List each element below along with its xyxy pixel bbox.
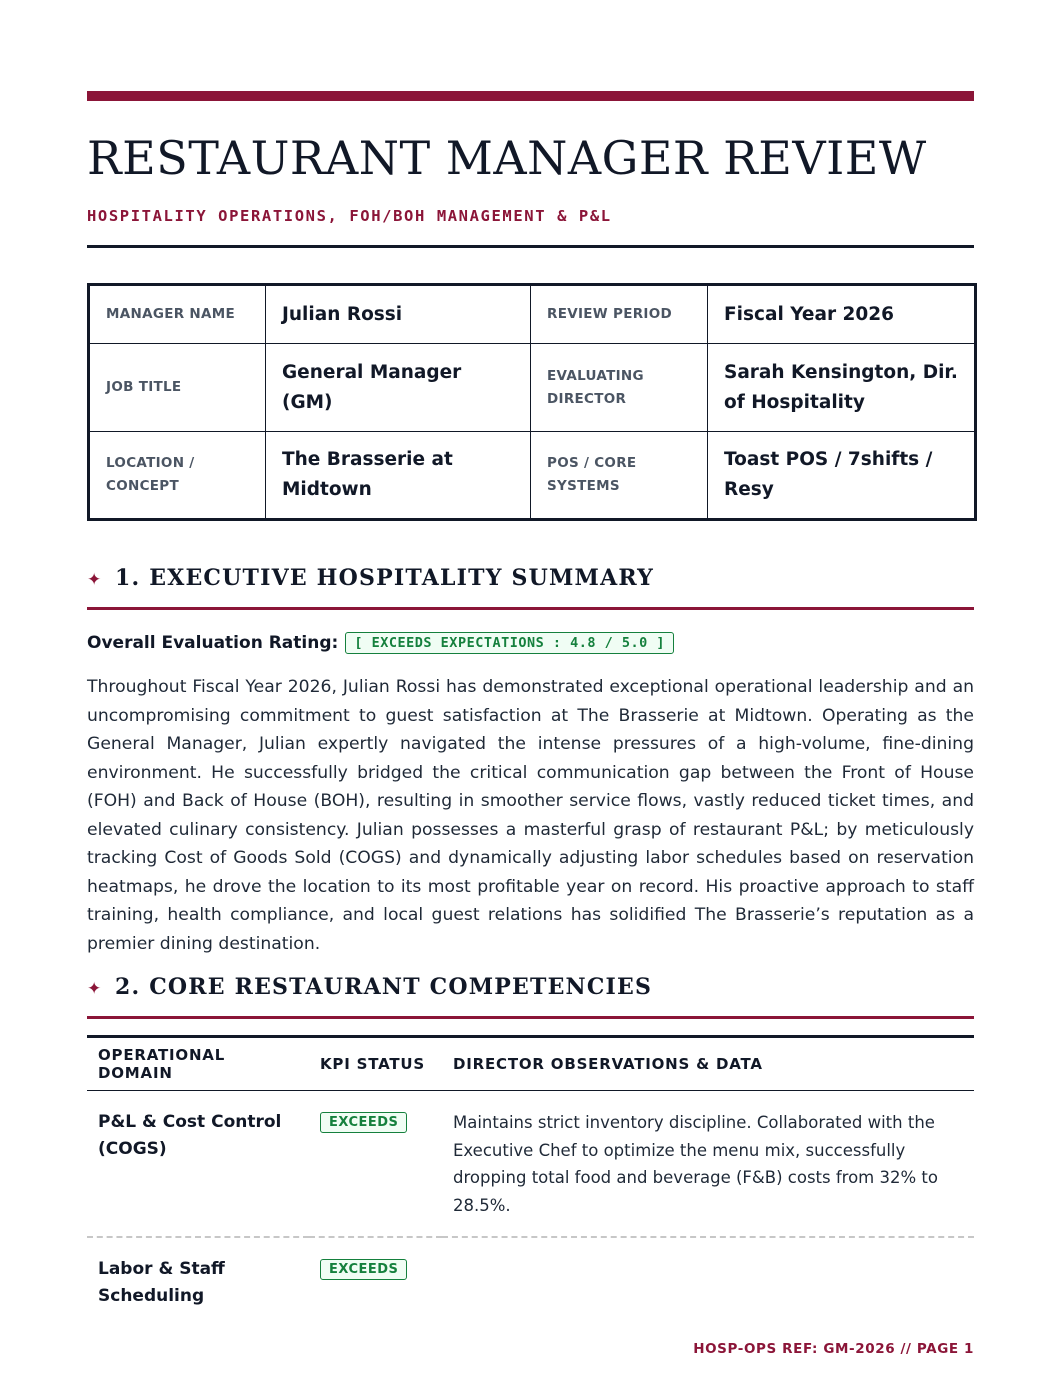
overall-rating <box>87 630 674 656</box>
section-heading-competencies <box>87 972 974 1019</box>
kpi-status-cell <box>309 1091 442 1238</box>
column-header: OPERATIONAL DOMAIN <box>87 1037 309 1091</box>
manager-info-table <box>87 283 977 521</box>
column-header: DIRECTOR OBSERVATIONS & DATA <box>442 1037 974 1091</box>
evaluating-director-label: EVALUATING DIRECTOR <box>531 344 708 432</box>
observation-cell <box>442 1237 974 1327</box>
info-row <box>89 432 976 520</box>
table-row <box>87 1237 974 1327</box>
review-page <box>87 0 974 1392</box>
executive-summary-text: Throughout Fiscal Year 2026, Julian Rossi has demonstrated exceptional operational leadership and an uncompromising commitment to guest satisfaction at The Brasserie at Midtown. Operating as the General Manager, Julian expertly navigated the intense pressures of a high-volume, fine-dining environment. He successfully bridged the critical communication gap between the Front of House (FOH) and Back of House (BOH), resulting in smoother service flows, vastly reduced ticket times, and elevated culinary consistency. Julian possesses a masterful grasp of restaurant P&L; by meticulously tracking Cost of Goods Sold (COGS) and dynamically adjusting labor schedules based on reservation heatmaps, he drove the location to its most profitable year on record. His proactive approach to staff training, health compliance, and local guest relations has solidified The Brasserie’s reputation as a premier dining destination. <box>87 677 974 954</box>
rating-label: Overall Evaluation Rating: <box>87 633 339 653</box>
section-heading-text: 2. CORE RESTAURANT COMPETENCIES <box>115 974 653 1000</box>
info-row <box>89 285 976 344</box>
location-value: The Brasserie at Midtown <box>266 432 531 520</box>
section-heading-text: 1. EXECUTIVE HOSPITALITY SUMMARY <box>115 565 655 591</box>
manager-name-label: MANAGER NAME <box>89 285 266 344</box>
review-period-label: REVIEW PERIOD <box>531 285 708 344</box>
location-label: LOCATION / CONCEPT <box>89 432 266 520</box>
table-row <box>87 1091 974 1238</box>
domain-cell: P&L & Cost Control (COGS) <box>87 1091 309 1238</box>
table-header-row <box>87 1037 974 1091</box>
job-title-value: General Manager (GM) <box>266 344 531 432</box>
manager-name-value: Julian Rossi <box>266 285 531 344</box>
top-accent-bar <box>87 91 974 101</box>
column-header: KPI STATUS <box>309 1037 442 1091</box>
kpi-status-cell <box>309 1237 442 1327</box>
rating-badge: [ EXCEEDS EXPECTATIONS : 4.8 / 5.0 ] <box>345 632 674 654</box>
footer-reference: HOSP-OPS REF: GM-2026 // PAGE 1 <box>693 1341 974 1357</box>
status-badge: EXCEEDS <box>320 1112 407 1133</box>
evaluating-director-value: Sarah Kensington, Dir. of Hospitality <box>708 344 976 432</box>
title-divider <box>87 245 974 248</box>
systems-value: Toast POS / 7shifts / Resy <box>708 432 976 520</box>
star-icon: ✦ <box>87 570 102 590</box>
review-period-value: Fiscal Year 2026 <box>708 285 976 344</box>
info-row <box>89 344 976 432</box>
page-title: RESTAURANT MANAGER REVIEW <box>87 131 927 185</box>
star-icon: ✦ <box>87 979 102 999</box>
status-badge: EXCEEDS <box>320 1259 407 1280</box>
domain-cell: Labor & Staff Scheduling <box>98 1259 225 1306</box>
job-title-label: JOB TITLE <box>89 344 266 432</box>
competencies-table <box>87 1035 974 1327</box>
systems-label: POS / CORE SYSTEMS <box>531 432 708 520</box>
observation-cell: Maintains strict inventory discipline. Collaborated with the Executive Chef to optimize the menu mix, successfully dropping total food and beverage (F&B) costs from 32% to 28.5%. <box>442 1091 974 1238</box>
page-subtitle: HOSPITALITY OPERATIONS, FOH/BOH MANAGEMENT & P&L <box>87 207 612 225</box>
section-heading-summary <box>87 563 974 610</box>
